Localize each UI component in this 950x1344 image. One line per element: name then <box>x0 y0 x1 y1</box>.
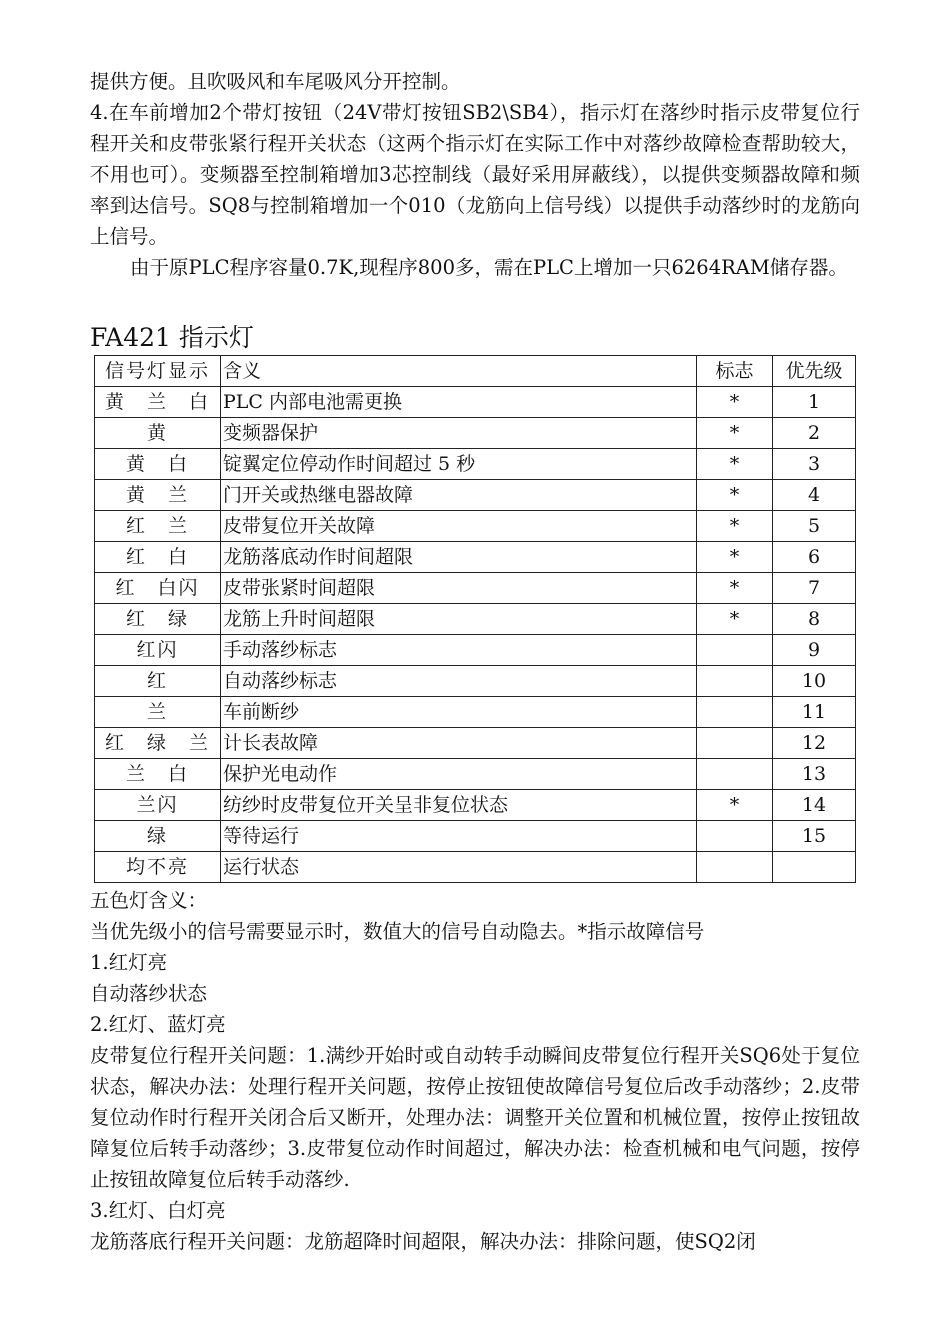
table-row <box>95 480 856 511</box>
cell-signal: 绿 <box>95 821 221 852</box>
cell-signal: 红 兰 <box>95 511 221 542</box>
header-signal: 信号灯显示 <box>95 356 221 387</box>
cell-flag: * <box>697 387 773 418</box>
cell-priority: 1 <box>773 387 856 418</box>
table-row <box>95 573 856 604</box>
cell-meaning: 龙筋落底动作时间超限 <box>221 542 697 573</box>
cell-flag: * <box>697 449 773 480</box>
header-flag: 标志 <box>697 356 773 387</box>
cell-signal: 兰 白 <box>95 759 221 790</box>
cell-priority: 8 <box>773 604 856 635</box>
cell-signal: 黄 兰 <box>95 480 221 511</box>
cell-meaning: 皮带复位开关故障 <box>221 511 697 542</box>
table-row <box>95 728 856 759</box>
cell-flag: * <box>697 511 773 542</box>
cell-flag: * <box>697 542 773 573</box>
notes-paragraph: 龙筋落底行程开关问题：龙筋超降时间超限，解决办法：排除问题，使SQ2闭 <box>90 1230 756 1253</box>
table-body <box>95 387 856 883</box>
cell-priority: 15 <box>773 821 856 852</box>
cell-flag: * <box>697 573 773 604</box>
notes-paragraph: 皮带复位行程开关问题：1.满纱开始时或自动转手动瞬间皮带复位行程开关SQ6处于复位状态，解决办法：处理行程开关问题，按停止按钮使故障信号复位后改手动落纱；2.皮带复位动作时行程开关闭合后又断开，处理办法：调整开关位置和机械位置，按停止按钮故障复位后转手动落纱；3.皮带复位动作时间超过，解决办法：检查机械和电气问题，按停止按钮故障复位后转手动落纱. <box>90 1044 860 1191</box>
table-row <box>95 666 856 697</box>
cell-flag <box>697 666 773 697</box>
table-header-row <box>95 356 856 387</box>
table-row <box>95 697 856 728</box>
cell-priority: 2 <box>773 418 856 449</box>
section-title: FA421 指示灯 <box>90 323 254 352</box>
cell-meaning: 车前断纱 <box>221 697 697 728</box>
cell-meaning: 手动落纱标志 <box>221 635 697 666</box>
table-row <box>95 604 856 635</box>
header-priority: 优先级 <box>773 356 856 387</box>
intro-paragraph-1: 提供方便。且吹吸风和车尾吸风分开控制。 <box>90 70 461 93</box>
cell-priority <box>773 852 856 883</box>
notes-line: 当优先级小的信号需要显示时，数值大的信号自动隐去。*指示故障信号 <box>90 920 705 943</box>
table-row <box>95 852 856 883</box>
cell-signal: 黄 白 <box>95 449 221 480</box>
cell-flag: * <box>697 418 773 449</box>
cell-priority: 7 <box>773 573 856 604</box>
table-row <box>95 542 856 573</box>
cell-priority: 14 <box>773 790 856 821</box>
cell-meaning: 运行状态 <box>221 852 697 883</box>
notes-line: 1.红灯亮 <box>90 951 168 974</box>
cell-flag <box>697 728 773 759</box>
table-row <box>95 511 856 542</box>
cell-signal: 黄 <box>95 418 221 449</box>
cell-flag <box>697 852 773 883</box>
table-row <box>95 449 856 480</box>
cell-signal: 黄 兰 白 <box>95 387 221 418</box>
cell-priority: 13 <box>773 759 856 790</box>
cell-meaning: 锭翼定位停动作时间超过 5 秒 <box>221 449 697 480</box>
notes-line: 五色灯含义： <box>90 889 208 912</box>
table-row <box>95 759 856 790</box>
table-row <box>95 790 856 821</box>
cell-flag <box>697 821 773 852</box>
cell-flag <box>697 635 773 666</box>
cell-meaning: 皮带张紧时间超限 <box>221 573 697 604</box>
table-row <box>95 635 856 666</box>
cell-signal: 红 <box>95 666 221 697</box>
document-page <box>90 66 860 1257</box>
cell-priority: 12 <box>773 728 856 759</box>
cell-meaning: 纺纱时皮带复位开关呈非复位状态 <box>221 790 697 821</box>
notes-line: 3.红灯、白灯亮 <box>90 1199 226 1222</box>
cell-flag: * <box>697 604 773 635</box>
notes-line: 自动落纱状态 <box>90 982 208 1005</box>
cell-meaning: 自动落纱标志 <box>221 666 697 697</box>
intro-paragraph-3: 由于原PLC程序容量0.7K,现程序800多，需在PLC上增加一只6264RAM储存器。 <box>130 256 848 279</box>
cell-priority: 11 <box>773 697 856 728</box>
cell-meaning: 门开关或热继电器故障 <box>221 480 697 511</box>
cell-signal: 红 白 <box>95 542 221 573</box>
indicator-lamp-table <box>94 355 856 883</box>
cell-flag <box>697 697 773 728</box>
cell-priority: 6 <box>773 542 856 573</box>
notes-section <box>90 885 860 1257</box>
header-meaning: 含义 <box>221 356 697 387</box>
intro-paragraph-2: 4.在车前增加2个带灯按钮（24V带灯按钮SB2\SB4），指示灯在落纱时指示皮带复位行程开关和皮带张紧行程开关状态（这两个指示灯在实际工作中对落纱故障检查帮助较大，不用也可）。变频器至控制箱增加3芯控制线（最好采用屏蔽线），以提供变频器故障和频率到达信号。SQ8与控制箱增加一个010（龙筋向上信号线）以提供手动落纱时的龙筋向上信号。 <box>90 101 860 248</box>
cell-priority: 10 <box>773 666 856 697</box>
cell-priority: 5 <box>773 511 856 542</box>
cell-meaning: 计长表故障 <box>221 728 697 759</box>
cell-priority: 4 <box>773 480 856 511</box>
cell-signal: 红 绿 兰 <box>95 728 221 759</box>
cell-meaning: 等待运行 <box>221 821 697 852</box>
table-row <box>95 387 856 418</box>
cell-meaning: 保护光电动作 <box>221 759 697 790</box>
cell-signal: 红闪 <box>95 635 221 666</box>
cell-signal: 兰 <box>95 697 221 728</box>
table-row <box>95 418 856 449</box>
cell-meaning: 变频器保护 <box>221 418 697 449</box>
cell-priority: 3 <box>773 449 856 480</box>
cell-signal: 均不亮 <box>95 852 221 883</box>
cell-signal: 兰闪 <box>95 790 221 821</box>
cell-meaning: 龙筋上升时间超限 <box>221 604 697 635</box>
cell-flag: * <box>697 480 773 511</box>
table-row <box>95 821 856 852</box>
cell-signal: 红 白闪 <box>95 573 221 604</box>
cell-flag <box>697 759 773 790</box>
notes-line: 2.红灯、蓝灯亮 <box>90 1013 226 1036</box>
cell-meaning: PLC 内部电池需更换 <box>221 387 697 418</box>
cell-flag: * <box>697 790 773 821</box>
cell-priority: 9 <box>773 635 856 666</box>
cell-signal: 红 绿 <box>95 604 221 635</box>
